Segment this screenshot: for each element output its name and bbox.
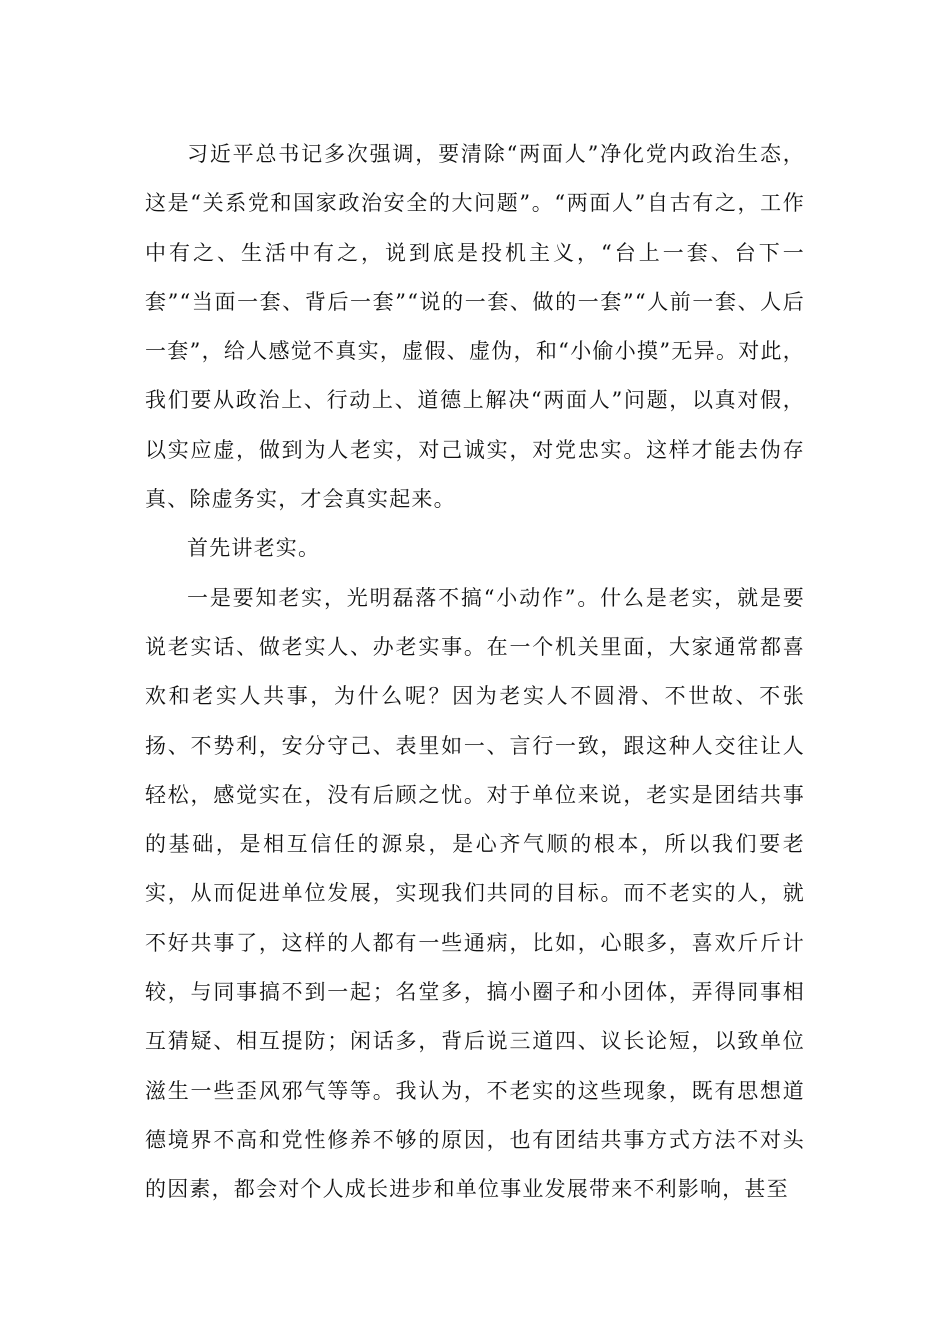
- document-body: [145, 130, 805, 1215]
- paragraph-point-one: 一是要知老实，光明磊落不搞“小动作”。什么是老实，就是要说老实话、做老实人、办老实事。在一个机关里面，大家通常都喜欢和老实人共事，为什么呢？因为老实人不圆滑、不世故、不张扬、不势利，安分守己、表里如一、言行一致，跟这种人交往让人轻松，感觉实在，没有后顾之忧。对于单位来说，老实是团结共事的基础，是相互信任的源泉，是心齐气顺的根本，所以我们要老实，从而促进单位发展，实现我们共同的目标。而不老实的人，就不好共事了，这样的人都有一些通病，比如，心眼多，喜欢斤斤计较，与同事搞不到一起；名堂多，搞小圈子和小团体，弄得同事相互猜疑、相互提防；闲话多，背后说三道四、议长论短，以致单位滋生一些歪风邪气等等。我认为，不老实的这些现象，既有思想道德境界不高和党性修养不够的原因，也有团结共事方式方法不对头的因素，都会对个人成长进步和单位事业发展带来不利影响，甚至: [145, 585, 805, 1202]
- paragraph-intro: 习近平总书记多次强调，要清除“两面人”净化党内政治生态，这是“关系党和国家政治安全的大问题”。“两面人”自古有之，工作中有之、生活中有之，说到底是投机主义，“台上一套、台下一套”“当面一套、背后一套”“说的一套、做的一套”“人前一套、人后一套”，给人感觉不真实，虚假、虚伪，和“小偷小摸”无异。对此，我们要从政治上、行动上、道德上解决“两面人”问题，以真对假，以实应虚，做到为人老实，对己诚实，对党忠实。这样才能去伪存真、除虚务实，才会真实起来。: [145, 142, 805, 512]
- paragraph-heading-laoshi: 首先讲老实。: [187, 536, 321, 561]
